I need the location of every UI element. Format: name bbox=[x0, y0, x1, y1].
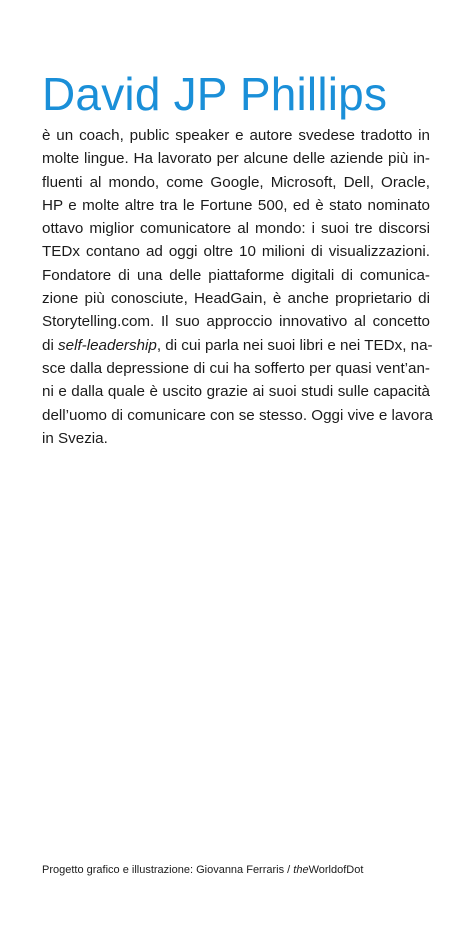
credit-brand-the: the bbox=[293, 864, 309, 876]
design-credit bbox=[42, 862, 363, 878]
bio-line: dell’uomo di comunicare con se stesso. Oggi vive e lavora bbox=[42, 406, 433, 424]
self-leadership-term: self-leadership bbox=[58, 336, 157, 354]
bio-line: molte lingue. Ha lavorato per alcune delle aziende più in- bbox=[42, 150, 430, 168]
bio-text: , di cui parla nei suoi libri e nei TEDx, na- bbox=[156, 336, 433, 354]
bio-text: di bbox=[42, 336, 59, 354]
bio-line: è un coach, public speaker e autore svedese tradotto in bbox=[42, 127, 430, 144]
bio-line: ni e dalla quale è uscito grazie ai suoi studi sulle capacità bbox=[42, 383, 430, 401]
bio-line: sce dalla depressione di cui ha sofferto per quasi vent’an- bbox=[42, 359, 430, 377]
bio-line: zione più conosciute, HeadGain, è anche proprietario di bbox=[42, 290, 430, 308]
bio-line: fluenti al mondo, come Google, Microsoft, Dell, Oracle, bbox=[42, 173, 430, 191]
bio-line-with-italic bbox=[42, 334, 433, 357]
author-name-title: David JP Phillips bbox=[42, 68, 388, 120]
bio-line: ottavo miglior comunicatore al mondo: i suoi tre discorsi bbox=[42, 220, 430, 238]
credit-text: Progetto grafico e illustrazione: Giovanna Ferraris / bbox=[42, 864, 294, 876]
bio-line-last: in Svezia. bbox=[42, 429, 108, 447]
bio-line: Fondatore di una delle piattaforme digitali di comunica- bbox=[42, 266, 430, 284]
bio-line: Storytelling.com. Il suo approccio innovativo al concetto bbox=[42, 313, 430, 331]
credit-brand-rest: WorldofDot bbox=[308, 864, 364, 876]
author-biography bbox=[42, 124, 433, 450]
bio-line: TEDx contano ad oggi oltre 10 milioni di visualizzazioni. bbox=[42, 243, 430, 261]
bio-line: HP e molte altre tra le Fortune 500, ed è stato nominato bbox=[42, 196, 430, 214]
